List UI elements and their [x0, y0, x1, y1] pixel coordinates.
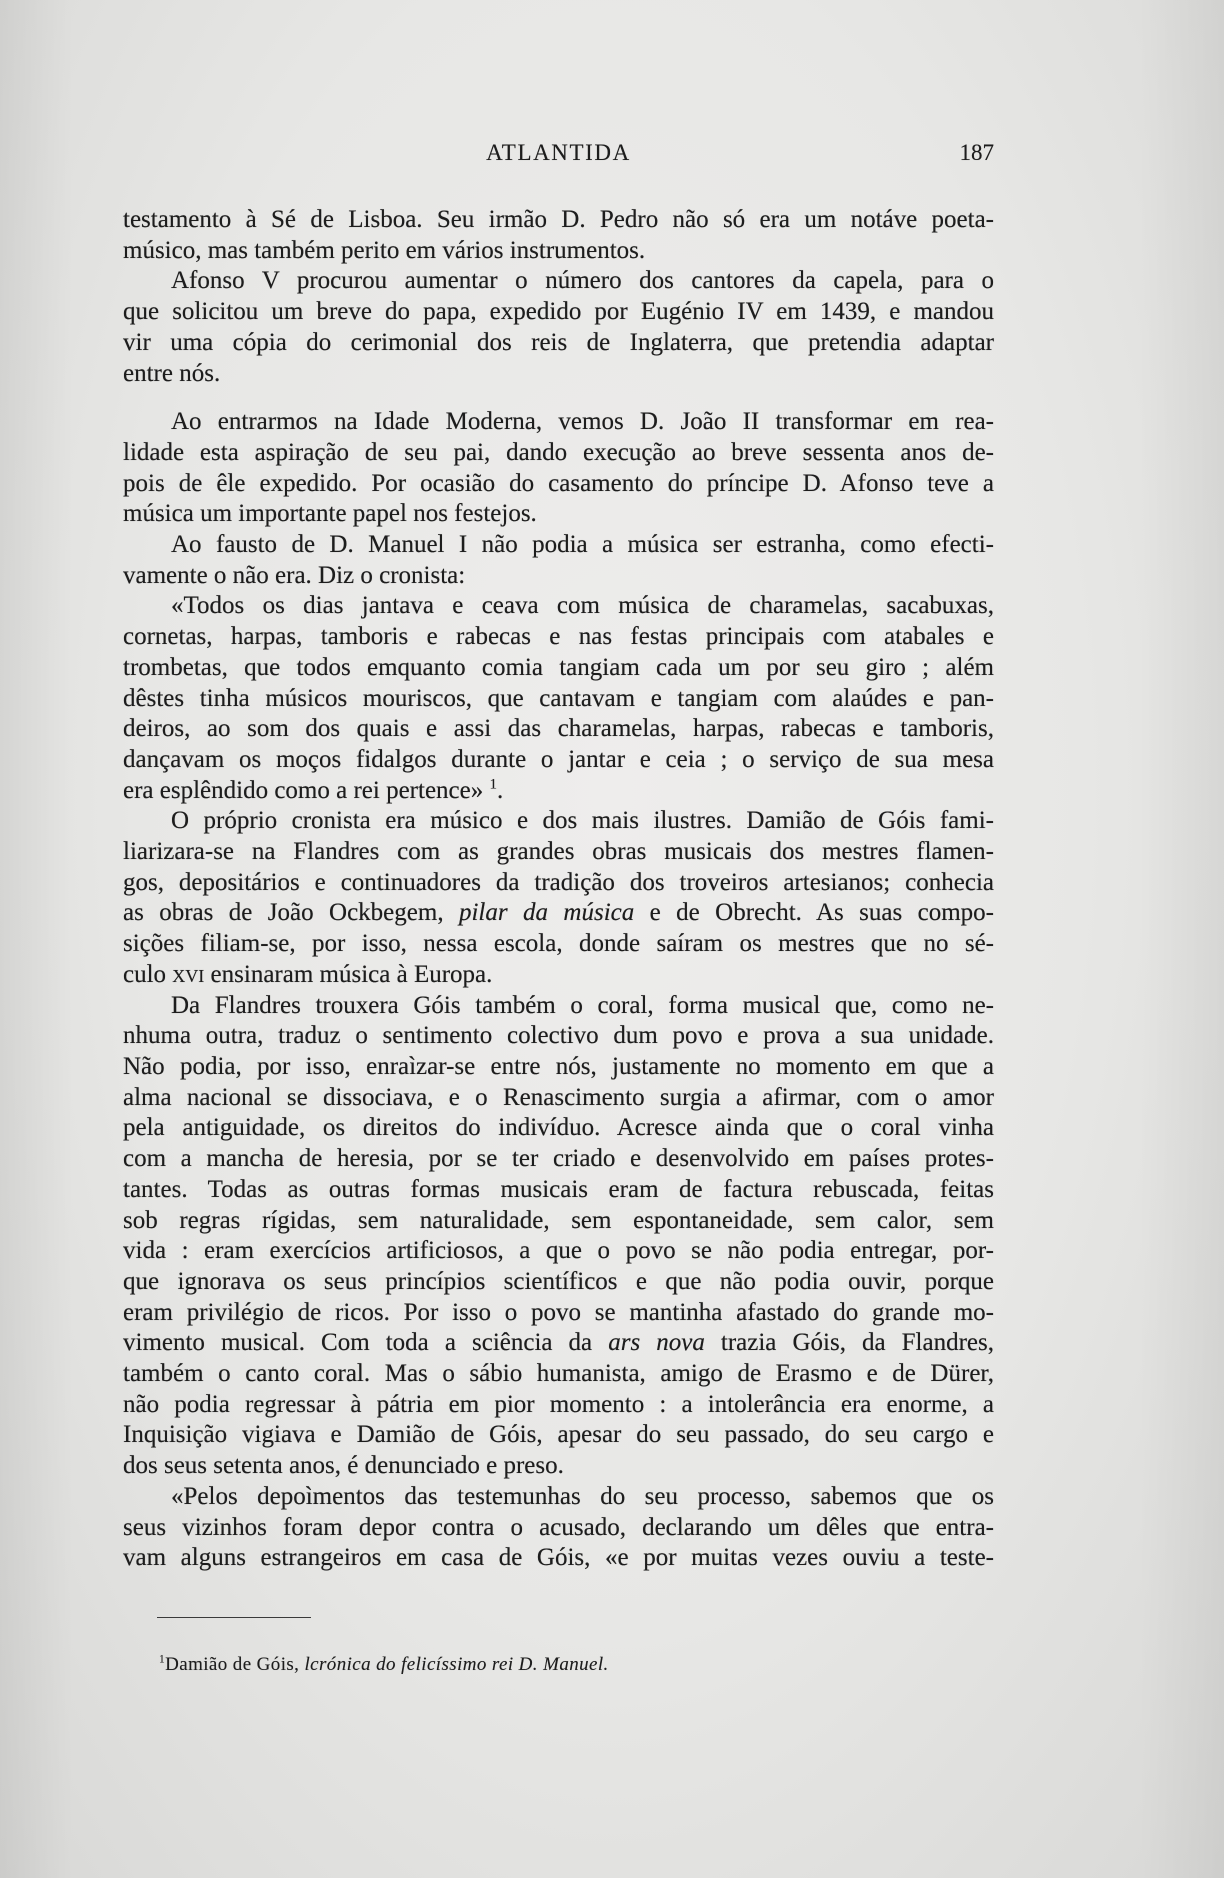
text-line: entre nós.	[123, 359, 221, 387]
paragraph	[123, 991, 994, 1482]
text-line: eram privilégio de ricos. Por isso o povo se mantinha afastado do grande mo-	[123, 1298, 994, 1326]
paragraph	[123, 806, 994, 990]
paragraph	[123, 407, 994, 530]
text-segment: vimento musical. Com toda a sciência da	[123, 1329, 609, 1357]
running-head	[123, 138, 994, 168]
text-line: dos seus setenta anos, é denunciado e preso.	[123, 1452, 564, 1480]
text-line: «Pelos depoìmentos das testemunhas do seu processo, sabemos que os	[171, 1482, 994, 1510]
text-line: nhuma outra, traduz o sentimento colectivo dum povo e prova a sua unidade.	[123, 1022, 994, 1050]
small-caps-text: xvi	[172, 960, 205, 988]
text-line: não podia regressar à pátria em pior momento : a intolerância era enorme, a	[123, 1390, 994, 1418]
text-line: com a mancha de heresia, por se ter criado e desenvolvido em países protes-	[123, 1145, 994, 1173]
text-line: cornetas, harpas, tamboris e rabecas e nas festas principais com atabales e	[123, 623, 994, 651]
text-line: dêstes tinha músicos mouriscos, que cantavam e tangiam com alaúdes e pan-	[123, 684, 994, 712]
text-line: que ignorava os seus princípios scientíficos e que não podia ouvir, porque	[123, 1267, 994, 1295]
text-line: lidade esta aspiração de seu pai, dando execução ao breve sessenta anos de-	[123, 438, 994, 466]
text-segment: as obras de João Ockbegem,	[123, 899, 459, 927]
text-line: liarizara-se na Flandres com as grandes obras musicais dos mestres flamen-	[123, 838, 994, 866]
body-text	[123, 205, 994, 1574]
paragraph	[123, 591, 994, 806]
text-line: pois de êle expedido. Por ocasião do casamento do príncipe D. Afonso teve a	[123, 469, 994, 497]
text-line: Afonso V procurou aumentar o número dos cantores da capela, para o	[171, 267, 994, 295]
text-line: Ao entrarmos na Idade Moderna, vemos D. João II transformar em rea-	[171, 408, 994, 436]
paragraph	[123, 205, 994, 266]
text-segment: e de Obrecht. As suas compo-	[634, 899, 994, 927]
text-line: tantes. Todas as outras formas musicais eram de factura rebuscada, feitas	[123, 1175, 994, 1203]
footnote-marker: 1	[159, 1653, 166, 1666]
text-line: vam alguns estrangeiros em casa de Góis, «e por muitas vezes ouviu a teste-	[123, 1544, 994, 1572]
text-line: vida : eram exercícios artificiosos, a que o povo se não podia entregar, por-	[123, 1237, 994, 1265]
footnote-author: Damião de Góis,	[165, 1654, 305, 1675]
text-line: trombetas, que todos emquanto comia tangiam cada um por seu giro ; além	[123, 653, 994, 681]
text-segment: culo	[123, 960, 173, 988]
text-segment: era esplêndido como a rei pertence»	[123, 776, 490, 804]
text-segment: trazia Góis, da Flandres,	[704, 1329, 994, 1357]
text-line: que solicitou um breve do papa, expedido por Eugénio IV em 1439, e mandou	[123, 298, 994, 326]
text-line: músico, mas também perito em vários instrumentos.	[123, 236, 646, 264]
paragraph	[123, 266, 994, 389]
italic-text: pilar da música	[458, 899, 635, 927]
text-line	[123, 960, 994, 991]
page-number: 187	[959, 140, 994, 165]
text-line: música um importante papel nos festejos.	[123, 500, 537, 528]
text-line: «Todos os dias jantava e ceava com música de charamelas, sacabuxas,	[171, 592, 994, 620]
text-line: Da Flandres trouxera Góis também o coral, forma musical que, como ne-	[171, 991, 994, 1019]
footnote-title: lcrónica do felicíssimo rei D. Manuel.	[304, 1654, 609, 1675]
text-line: Não podia, por isso, enraìzar-se entre nós, justamente no momento em que a	[123, 1052, 994, 1080]
text-line: testamento à Sé de Lisboa. Seu irmão D. Pedro não só era um notáve poeta-	[123, 206, 994, 233]
paragraph	[123, 530, 994, 591]
text-line: também o canto coral. Mas o sábio humanista, amigo de Erasmo e de Dürer,	[123, 1360, 994, 1388]
text-line: dançavam os moços fidalgos durante o jantar e ceia ; o serviço de sua mesa	[123, 745, 994, 773]
italic-text: ars nova	[608, 1329, 705, 1357]
text-line	[123, 1328, 994, 1359]
text-line: seus vizinhos foram depor contra o acusado, declarando um dêles que entra-	[123, 1513, 994, 1541]
text-line	[123, 898, 994, 929]
text-line: vamente o não era. Diz o cronista:	[123, 561, 466, 589]
text-line: Inquisição vigiava e Damião de Góis, apesar do seu passado, do seu cargo e	[123, 1421, 994, 1449]
text-line: gos, depositários e continuadores da tradição dos troveiros artesianos; conhecia	[123, 868, 994, 896]
footnote	[159, 1653, 609, 1677]
text-line: alma nacional se dissociava, e o Renascimento surgia a afirmar, com o amor	[123, 1083, 994, 1111]
text-segment: .	[497, 776, 504, 804]
running-head-title: ATLANTIDA	[486, 140, 631, 165]
text-line: sições filiam-se, por isso, nessa escola, donde saíram os mestres que no sé-	[123, 930, 994, 958]
paragraph	[123, 1482, 994, 1574]
text-line: sob regras rígidas, sem naturalidade, sem espontaneidade, sem calor, sem	[123, 1206, 994, 1234]
text-segment: ensinaram música à Europa.	[204, 960, 493, 988]
footnote-separator	[157, 1617, 311, 1618]
text-line: Ao fausto de D. Manuel I não podia a música ser estranha, como efecti-	[171, 531, 994, 559]
text-line: O próprio cronista era músico e dos mais ilustres. Damião de Góis fami-	[171, 807, 994, 835]
footnote-reference: 1	[489, 776, 497, 793]
text-line: vir uma cópia do cerimonial dos reis de Inglaterra, que pretendia adaptar	[123, 328, 994, 356]
text-line: deiros, ao som dos quais e assi das charamelas, harpas, rabecas e tamboris,	[123, 715, 994, 743]
text-line	[123, 776, 994, 807]
text-line: pela antiguidade, os direitos do indivíduo. Acresce ainda que o coral vinha	[123, 1114, 994, 1142]
